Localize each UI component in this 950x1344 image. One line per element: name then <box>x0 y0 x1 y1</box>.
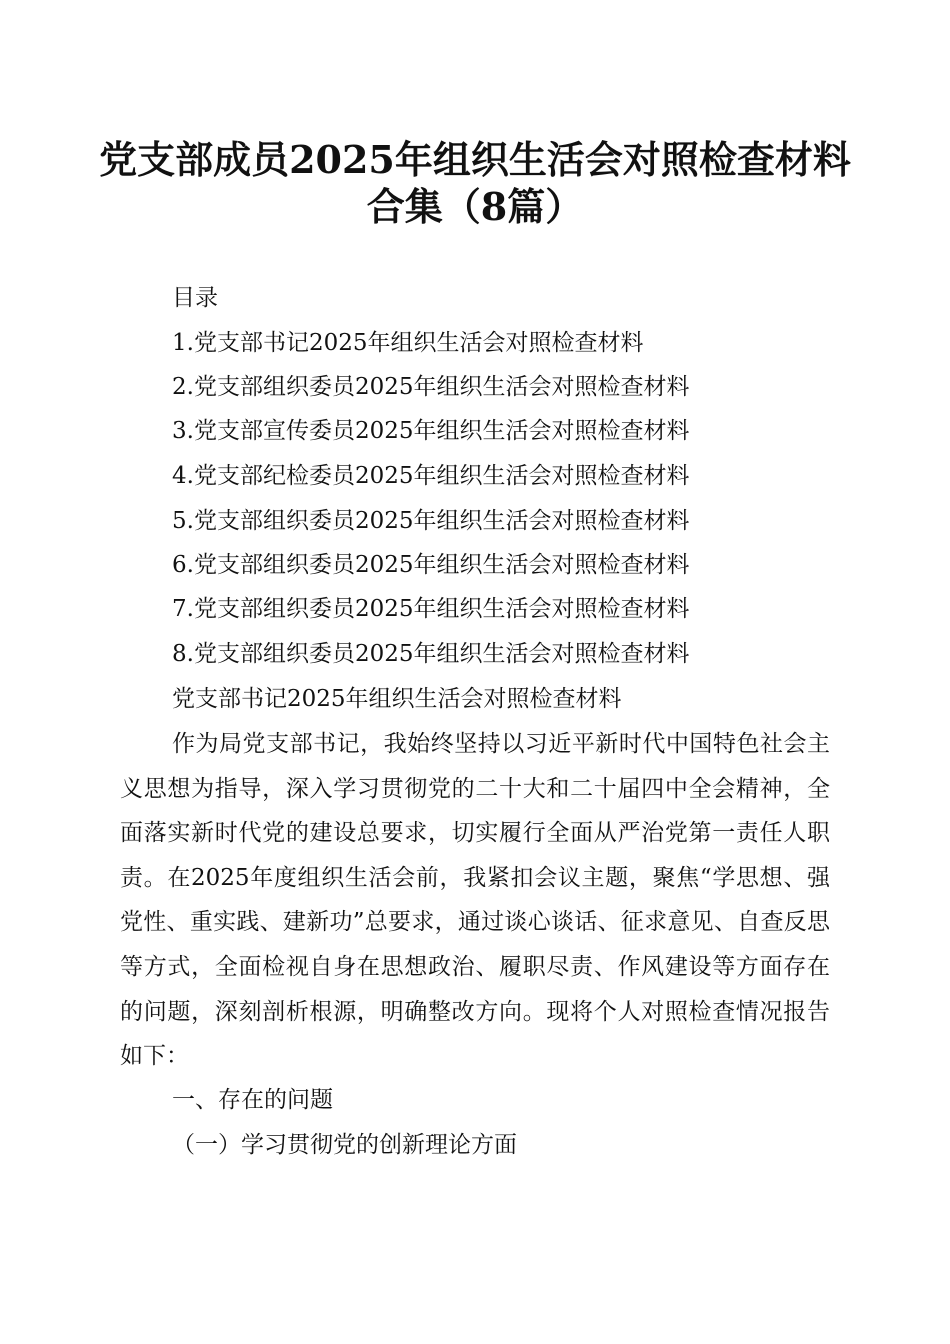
intro-paragraph: 作为局党支部书记，我始终坚持以习近平新时代中国特色社会主义思想为指导，深入学习贯彻党的二十大和二十届四中全会精神，全面落实新时代党的建设总要求，切实履行全面从严治党第一责任人职责。在2025年度组织生活会前，我紧扣会议主题，聚焦“学思想、强党性、重实践、建新功”总要求，通过谈心谈话、征求意见、自查反思等方式，全面检视自身在思想政治、履职尽责、作风建设等方面存在的问题，深刻剖析根源，明确整改方向。现将个人对照检查情况报告如下： <box>120 731 830 1070</box>
toc-item: 1.党支部书记2025年组织生活会对照检查材料 <box>172 330 644 356</box>
toc-item: 5.党支部组织委员2025年组织生活会对照检查材料 <box>172 508 690 534</box>
toc-item: 4.党支部纪检委员2025年组织生活会对照检查材料 <box>172 463 690 489</box>
toc-item: 7.党支部组织委员2025年组织生活会对照检查材料 <box>172 596 690 622</box>
document-title-line-1: 党支部成员2025年组织生活会对照检查材料 <box>99 137 851 182</box>
toc-item: 3.党支部宣传委员2025年组织生活会对照检查材料 <box>172 418 690 444</box>
document-title-line-2: 合集（8篇） <box>366 184 584 229</box>
toc-item: 8.党支部组织委员2025年组织生活会对照检查材料 <box>172 641 690 667</box>
subsection-heading: （一）学习贯彻党的创新理论方面 <box>172 1132 517 1158</box>
toc-item: 2.党支部组织委员2025年组织生活会对照检查材料 <box>172 374 690 400</box>
section-heading: 一、存在的问题 <box>172 1087 333 1113</box>
article-title: 党支部书记2025年组织生活会对照检查材料 <box>172 686 622 712</box>
toc-label: 目录 <box>172 285 218 311</box>
toc-item: 6.党支部组织委员2025年组织生活会对照检查材料 <box>172 552 690 578</box>
